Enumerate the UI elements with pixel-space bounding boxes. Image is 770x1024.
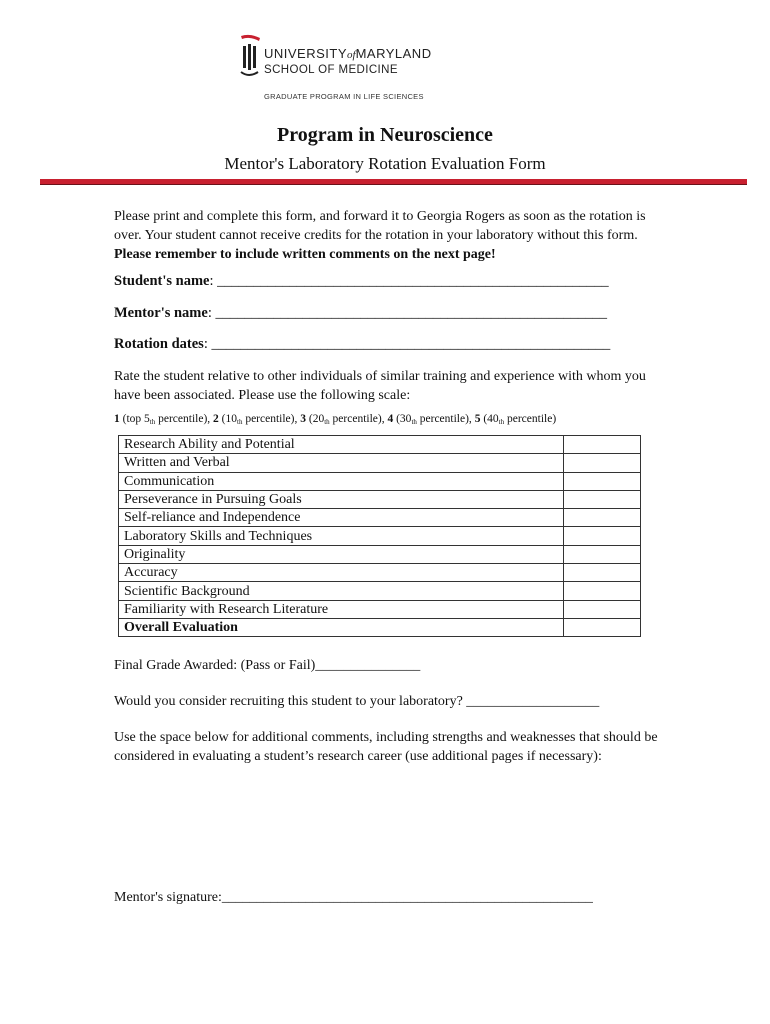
rating-cell[interactable]	[564, 600, 641, 618]
comments-instructions: Use the space below for additional comments, including strengths and weaknesses that should be considered in evaluating a student’s research career (use additional pages if necessary):	[114, 730, 658, 764]
intro-emphasis: Please remember to include written comments on the next page!	[114, 247, 496, 262]
table-row	[119, 472, 641, 490]
student-name-field[interactable]: Student's name: ______________________________________________________	[114, 273, 609, 289]
page-title: Program in Neuroscience	[277, 124, 493, 146]
rating-cell[interactable]	[564, 509, 641, 527]
evaluation-table	[118, 435, 641, 637]
logo-university-name: UNIVERSITYofMARYLAND	[264, 46, 432, 61]
criterion-label: Self-reliance and Independence	[119, 509, 564, 527]
university-logo	[238, 30, 468, 106]
criterion-label: Communication	[119, 472, 564, 490]
table-row	[119, 600, 641, 618]
rating-cell[interactable]	[564, 454, 641, 472]
table-row	[119, 545, 641, 563]
table-row	[119, 454, 641, 472]
criterion-label: Familiarity with Research Literature	[119, 600, 564, 618]
criterion-label: Overall Evaluation	[119, 618, 564, 636]
rating-cell[interactable]	[564, 564, 641, 582]
final-grade-field[interactable]: Final Grade Awarded: (Pass or Fail)_______________	[114, 658, 421, 673]
rating-cell[interactable]	[564, 527, 641, 545]
criterion-label: Scientific Background	[119, 582, 564, 600]
table-row	[119, 436, 641, 454]
table-row	[119, 564, 641, 582]
table-row	[119, 582, 641, 600]
page-subtitle: Mentor's Laboratory Rotation Evaluation Form	[224, 154, 546, 173]
rating-cell[interactable]	[564, 490, 641, 508]
header-divider	[40, 179, 747, 185]
table-row	[119, 490, 641, 508]
table-row	[119, 509, 641, 527]
rating-scale: 1 (top $5_{th}$ percentile), 2 ($10_{th}$ percentile), 3 ($20_{th}$ percentile), 4 ($30_{th}$ percentile), 5 ($40_{th}$ percentile)	[114, 413, 557, 426]
table-row	[119, 527, 641, 545]
university-crest-icon	[238, 32, 264, 84]
logo-program-name: GRADUATE PROGRAM IN LIFE SCIENCES	[264, 92, 424, 101]
rating-instructions: Rate the student relative to other individuals of similar training and experience with whom you have been associated. Please use the following scale:	[114, 369, 646, 403]
recruit-question-field[interactable]: Would you consider recruiting this student to your laboratory? ___________________	[114, 694, 600, 709]
rotation-dates-field[interactable]: Rotation dates: _______________________________________________________	[114, 336, 611, 352]
logo-school-name: SCHOOL OF MEDICINE	[264, 64, 398, 76]
criterion-label: Written and Verbal	[119, 454, 564, 472]
criterion-label: Research Ability and Potential	[119, 436, 564, 454]
rating-cell[interactable]	[564, 582, 641, 600]
criterion-label: Originality	[119, 545, 564, 563]
criterion-label: Accuracy	[119, 564, 564, 582]
criterion-label: Laboratory Skills and Techniques	[119, 527, 564, 545]
rating-cell[interactable]	[564, 436, 641, 454]
mentor-name-field[interactable]: Mentor's name: ______________________________________________________	[114, 305, 607, 321]
rating-cell[interactable]	[564, 472, 641, 490]
overall-evaluation-row	[119, 618, 641, 636]
criterion-label: Perseverance in Pursuing Goals	[119, 490, 564, 508]
rating-cell[interactable]	[564, 618, 641, 636]
mentor-signature-field[interactable]: Mentor's signature:_____________________________________________________	[114, 890, 593, 905]
intro-paragraph: Please print and complete this form, and forward it to Georgia Rogers as soon as the rotation is over. Your student cannot receive credits for the rotation in your laboratory without this form. Please remember to include written comments on the next page!	[114, 209, 646, 262]
rating-cell[interactable]	[564, 545, 641, 563]
